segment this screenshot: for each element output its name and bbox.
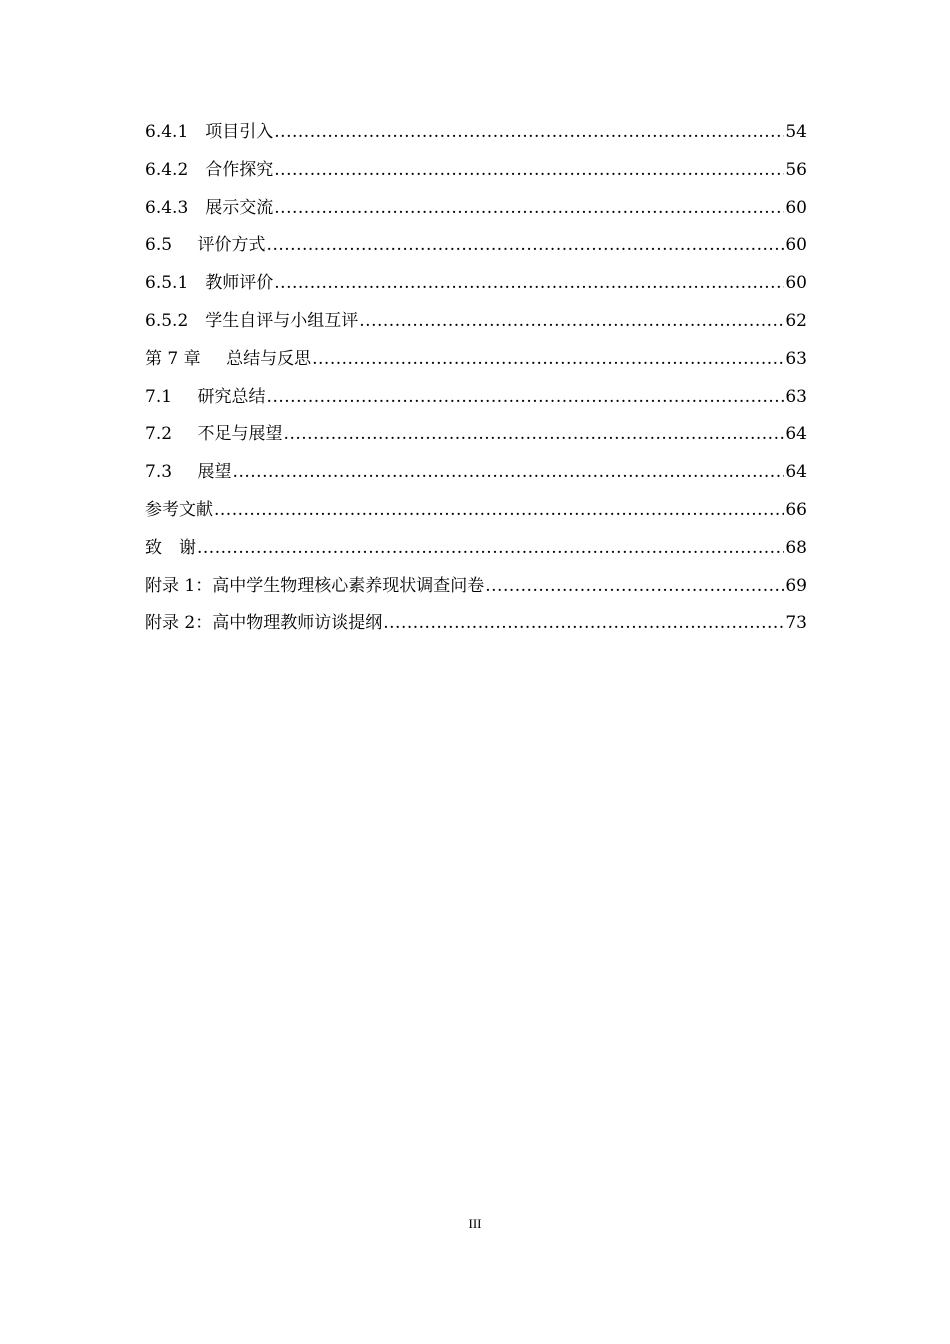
toc-entry-title: 项目引入 bbox=[205, 122, 274, 142]
toc-entry-7-1[interactable] bbox=[145, 379, 807, 417]
toc-entry-page: 63 bbox=[785, 348, 807, 369]
toc-dot-leader bbox=[274, 190, 784, 228]
toc-entry-6-4-2[interactable] bbox=[145, 152, 807, 190]
toc-entry-page: 73 bbox=[785, 613, 807, 634]
table-of-contents bbox=[145, 114, 807, 643]
toc-entry-7-3[interactable] bbox=[145, 454, 807, 492]
toc-entry-title: 评价方式 bbox=[197, 235, 266, 256]
toc-entry-page: 64 bbox=[785, 424, 807, 445]
toc-entry-title: 展示交流 bbox=[205, 197, 274, 218]
toc-entry-title: 学生自评与小组互评 bbox=[205, 310, 359, 331]
toc-entry-acknowledgements[interactable] bbox=[145, 530, 807, 568]
toc-entry-page: 54 bbox=[785, 122, 807, 142]
toc-entry-title: 展望 bbox=[197, 462, 232, 483]
toc-entry-title: 教师评价 bbox=[205, 273, 274, 294]
toc-dot-leader bbox=[359, 303, 784, 341]
toc-entry-page: 68 bbox=[785, 537, 807, 558]
toc-dot-leader bbox=[485, 568, 784, 606]
toc-entry-page: 60 bbox=[785, 273, 807, 294]
toc-entry-number: 6.4.2 bbox=[145, 159, 206, 180]
toc-entry-number: 7.3 bbox=[145, 462, 198, 483]
toc-entry-number: 6.4.3 bbox=[145, 197, 206, 218]
toc-entry-6-4-3[interactable] bbox=[145, 190, 807, 228]
toc-entry-6-5-1[interactable] bbox=[145, 265, 807, 303]
toc-dot-leader bbox=[267, 379, 785, 417]
toc-entry-title: 附录 2：高中物理教师访谈提纲 bbox=[145, 613, 383, 634]
toc-entry-title: 致 谢 bbox=[145, 537, 196, 558]
toc-dot-leader bbox=[267, 227, 785, 265]
toc-entry-page: 64 bbox=[785, 462, 807, 483]
toc-dot-leader bbox=[383, 605, 784, 643]
toc-entry-title: 不足与展望 bbox=[197, 424, 283, 445]
toc-dot-leader bbox=[274, 114, 784, 152]
toc-entry-number: 6.5.1 bbox=[145, 273, 206, 294]
toc-entry-number: 6.4.1 bbox=[145, 122, 206, 142]
toc-entry-number: 6.5.2 bbox=[145, 310, 206, 331]
toc-entry-title: 参考文献 bbox=[145, 499, 213, 520]
toc-entry-page: 60 bbox=[785, 235, 807, 256]
toc-dot-leader bbox=[274, 265, 784, 303]
toc-entry-number: 7.1 bbox=[145, 386, 198, 407]
toc-entry-6-5-2[interactable] bbox=[145, 303, 807, 341]
toc-dot-leader bbox=[274, 152, 784, 190]
toc-entry-appendix-2[interactable] bbox=[145, 605, 807, 643]
toc-dot-leader bbox=[284, 416, 785, 454]
toc-dot-leader bbox=[197, 530, 784, 568]
toc-dot-leader bbox=[233, 454, 785, 492]
toc-entry-title: 合作探究 bbox=[205, 159, 274, 180]
toc-entry-page: 60 bbox=[785, 197, 807, 218]
toc-entry-title: 总结与反思 bbox=[226, 348, 312, 369]
toc-entry-6-5[interactable] bbox=[145, 227, 807, 265]
toc-entry-number: 6.5 bbox=[145, 235, 198, 256]
toc-entry-page: 66 bbox=[785, 499, 807, 520]
toc-dot-leader bbox=[312, 341, 784, 379]
toc-entry-number: 第 7 章 bbox=[145, 348, 227, 369]
toc-entry-chapter-7[interactable] bbox=[145, 341, 807, 379]
toc-entry-page: 69 bbox=[785, 575, 807, 596]
toc-entry-number: 7.2 bbox=[145, 424, 198, 445]
toc-entry-title: 研究总结 bbox=[197, 386, 266, 407]
toc-entry-page: 62 bbox=[785, 310, 807, 331]
toc-entry-page: 63 bbox=[785, 386, 807, 407]
toc-entry-page: 56 bbox=[785, 159, 807, 180]
toc-entry-references[interactable] bbox=[145, 492, 807, 530]
page-number: III bbox=[468, 1216, 482, 1231]
toc-dot-leader bbox=[214, 492, 784, 530]
toc-entry-7-2[interactable] bbox=[145, 416, 807, 454]
toc-entry-appendix-1[interactable] bbox=[145, 568, 807, 606]
toc-entry-title: 附录 1：高中学生物理核心素养现状调查问卷 bbox=[145, 575, 485, 596]
toc-entry-6-4-1[interactable] bbox=[145, 114, 807, 152]
